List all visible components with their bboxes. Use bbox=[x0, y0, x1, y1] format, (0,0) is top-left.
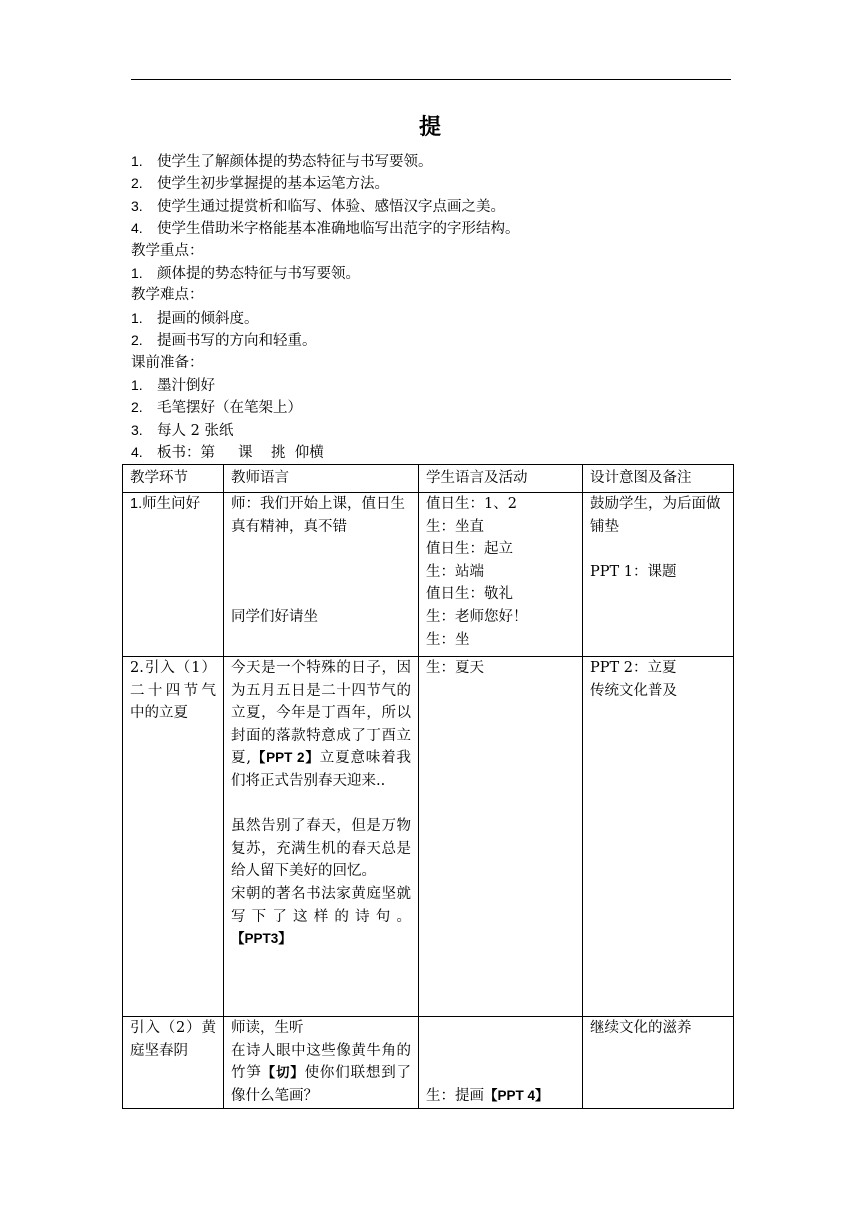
lesson-plan-body bbox=[131, 150, 731, 463]
teacher-cell: 师：我们开始上课，值日生 真有精神，真不错 同学们好请坐 bbox=[224, 493, 419, 657]
stage-cell: 引入（2）黄庭坚春阴 bbox=[123, 1017, 224, 1109]
notes-cell: 继续文化的滋养 bbox=[583, 1017, 734, 1109]
notes-cell: PPT 2：立夏 传统文化普及 bbox=[583, 657, 734, 1017]
column-header: 学生语言及活动 bbox=[419, 465, 583, 493]
teacher-cell: 师读，生听 在诗人眼中这些像黄牛角的竹笋【切】使你们联想到了像什么笔画？ bbox=[224, 1017, 419, 1109]
difficulty-item: 1. 提画的倾斜度。 bbox=[131, 309, 259, 327]
table-row bbox=[123, 493, 734, 657]
stage-cell: 2.引入（1）二十四节气中的立夏 bbox=[123, 657, 224, 1017]
student-cell: 值日生：1、2 生：坐直 值日生：起立 生：站端 值日生：敬礼 生：老师您好！ 生：坐 bbox=[419, 493, 583, 657]
objective-item: 2. 使学生初步掌握提的基本运笔方法。 bbox=[131, 175, 389, 193]
column-header: 教学环节 bbox=[123, 465, 224, 493]
key-points-heading: 教学重点： bbox=[131, 242, 204, 259]
preparation-item: 3. 每人 2 张纸 bbox=[131, 421, 234, 439]
key-point-item: 1. 颜体提的势态特征与书写要领。 bbox=[131, 264, 360, 282]
objective-item: 3. 使学生通过提赏析和临写、体验、感悟汉字点画之美。 bbox=[131, 197, 505, 215]
lesson-table bbox=[122, 464, 734, 1109]
preparation-heading: 课前准备： bbox=[131, 354, 204, 371]
teacher-cell: 今天是一个特殊的日子，因为五月五日是二十四节气的立夏，今年是丁酉年，所以封面的落款特意成了丁酉立夏,【PPT 2】立夏意味着我们将正式告别春天迎来.. 虽然告别了春天，但是万物复苏，充满生机的春天总是给人留下美好的回忆。 宋朝的著名书法家黄庭坚就写下了这样的诗句。【PPT3】 bbox=[224, 657, 419, 1017]
objective-item: 4. 使学生借助米字格能基本准确地临写出范字的字形结构。 bbox=[131, 220, 520, 238]
difficulties-heading: 教学难点： bbox=[131, 287, 204, 304]
student-cell: 生：提画【PPT 4】 bbox=[419, 1017, 583, 1109]
table-row bbox=[123, 657, 734, 1017]
notes-cell: 鼓励学生，为后面做铺垫 PPT 1：课题 bbox=[583, 493, 734, 657]
preparation-item: 2. 毛笔摆好（在笔架上） bbox=[131, 399, 302, 417]
preparation-item: 4. 板书：第 课 挑 仰横 bbox=[131, 444, 324, 462]
header-rule bbox=[131, 79, 731, 80]
table-header-row bbox=[123, 465, 734, 493]
objective-item: 1. 使学生了解颜体提的势态特征与书写要领。 bbox=[131, 153, 433, 170]
column-header: 设计意图及备注 bbox=[583, 465, 734, 493]
difficulty-item: 2. 提画书写的方向和轻重。 bbox=[131, 332, 317, 350]
table-row bbox=[123, 1017, 734, 1109]
preparation-item: 1. 墨汁倒好 bbox=[131, 376, 215, 394]
page-title: 提 bbox=[418, 114, 441, 140]
stage-cell: 1.师生问好 bbox=[123, 493, 224, 657]
column-header: 教师语言 bbox=[224, 465, 419, 493]
student-cell: 生：夏天 bbox=[419, 657, 583, 1017]
